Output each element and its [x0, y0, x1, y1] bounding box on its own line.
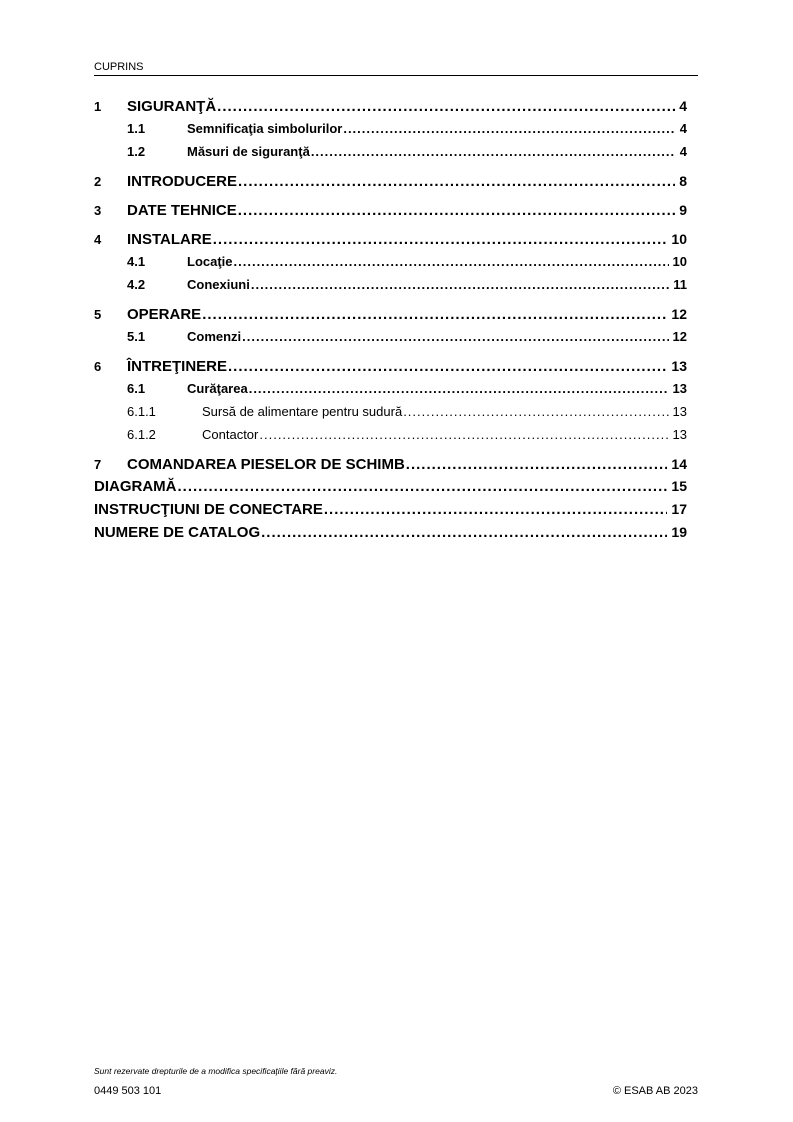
toc-title: DATE TEHNICE — [127, 202, 237, 219]
toc-number: 2 — [94, 174, 102, 189]
toc-row[interactable] — [94, 140, 687, 163]
toc-row[interactable] — [94, 400, 687, 423]
toc-leader — [261, 521, 667, 544]
toc-title: SIGURANŢĂ — [127, 98, 217, 115]
toc-page: 17 — [671, 501, 687, 517]
toc-leader — [324, 498, 668, 521]
toc-row[interactable] — [94, 377, 687, 400]
toc-page: 13 — [672, 381, 687, 396]
toc-row[interactable] — [94, 228, 687, 250]
toc-row[interactable] — [94, 475, 687, 498]
toc-title: Semnificaţia simbolurilor — [187, 121, 343, 136]
toc-leader — [403, 400, 668, 423]
toc-row[interactable] — [94, 117, 687, 140]
toc-title: Locaţie — [187, 254, 233, 269]
toc-page: 4 — [679, 98, 687, 114]
toc-page: 9 — [679, 202, 687, 218]
toc-page: 12 — [671, 306, 687, 322]
toc-title: OPERARE — [127, 306, 202, 323]
toc-page: 13 — [671, 358, 687, 374]
toc-title: INSTRUCŢIUNI DE CONECTARE — [94, 501, 323, 518]
toc-page: 19 — [671, 524, 687, 540]
toc-page: 14 — [671, 456, 687, 472]
toc-row[interactable] — [94, 453, 687, 475]
toc-leader — [343, 117, 675, 140]
toc-page: 13 — [672, 427, 687, 442]
toc-number: 1.2 — [127, 144, 146, 159]
table-of-contents — [94, 95, 687, 544]
toc-number: 5.1 — [127, 329, 146, 344]
toc-title: INSTALARE — [127, 231, 212, 248]
toc-number: 7 — [94, 457, 102, 472]
toc-page: 10 — [672, 254, 687, 269]
toc-leader — [311, 140, 676, 163]
document-number: 0449 503 101 — [94, 1085, 162, 1097]
toc-number: 4 — [94, 232, 102, 247]
toc-number: 6.1 — [127, 381, 146, 396]
toc-title: Sursă de alimentare pentru sudură — [202, 404, 403, 419]
page-header: CUPRINS — [94, 61, 698, 76]
toc-leader — [406, 454, 668, 476]
toc-row[interactable] — [94, 303, 687, 325]
toc-row[interactable] — [94, 199, 687, 221]
toc-leader — [238, 200, 675, 222]
toc-leader — [259, 423, 668, 446]
toc-row[interactable] — [94, 273, 687, 296]
toc-title: Comenzi — [187, 329, 242, 344]
toc-row[interactable] — [94, 423, 687, 446]
toc-title: INTRODUCERE — [127, 173, 238, 190]
toc-title: COMANDAREA PIESELOR DE SCHIMB — [127, 456, 405, 473]
toc-leader — [217, 96, 675, 118]
toc-number: 1.1 — [127, 121, 146, 136]
toc-row[interactable] — [94, 325, 687, 348]
toc-leader — [202, 304, 667, 326]
toc-page: 15 — [671, 478, 687, 494]
toc-page: 4 — [679, 121, 687, 136]
toc-row[interactable] — [94, 95, 687, 117]
footer-disclaimer: Sunt rezervate drepturile de a modifica specificaţiile fără preaviz. — [94, 1066, 338, 1076]
toc-number: 4.1 — [127, 254, 146, 269]
toc-title: ÎNTREŢINERE — [127, 358, 228, 375]
toc-number: 6 — [94, 359, 102, 374]
toc-title: Conexiuni — [187, 277, 250, 292]
toc-leader — [251, 273, 669, 296]
toc-page: 11 — [673, 277, 687, 292]
toc-page: 13 — [672, 404, 687, 419]
toc-title: Măsuri de siguranţă — [187, 144, 310, 159]
toc-leader — [238, 171, 675, 193]
toc-number: 4.2 — [127, 277, 146, 292]
toc-title: Curăţarea — [187, 381, 248, 396]
toc-leader — [213, 229, 668, 251]
toc-title: Contactor — [202, 427, 259, 442]
toc-leader — [228, 356, 667, 378]
toc-number: 3 — [94, 203, 102, 218]
toc-row[interactable] — [94, 250, 687, 273]
toc-title: NUMERE DE CATALOG — [94, 524, 261, 541]
toc-page: 12 — [672, 329, 687, 344]
toc-title: DIAGRAMĂ — [94, 478, 177, 495]
toc-page: 10 — [671, 231, 687, 247]
toc-leader — [178, 475, 668, 498]
toc-number: 6.1.2 — [127, 427, 156, 442]
toc-row[interactable] — [94, 170, 687, 192]
toc-number: 1 — [94, 99, 102, 114]
toc-leader — [242, 325, 668, 348]
toc-row[interactable] — [94, 498, 687, 521]
toc-page: 8 — [679, 173, 687, 189]
toc-leader — [234, 250, 669, 273]
copyright-notice: © ESAB AB 2023 — [612, 1085, 698, 1097]
toc-number: 5 — [94, 307, 102, 322]
toc-leader — [249, 377, 669, 400]
toc-row[interactable] — [94, 521, 687, 544]
toc-number: 6.1.1 — [127, 404, 156, 419]
toc-page: 4 — [679, 144, 687, 159]
toc-row[interactable] — [94, 355, 687, 377]
